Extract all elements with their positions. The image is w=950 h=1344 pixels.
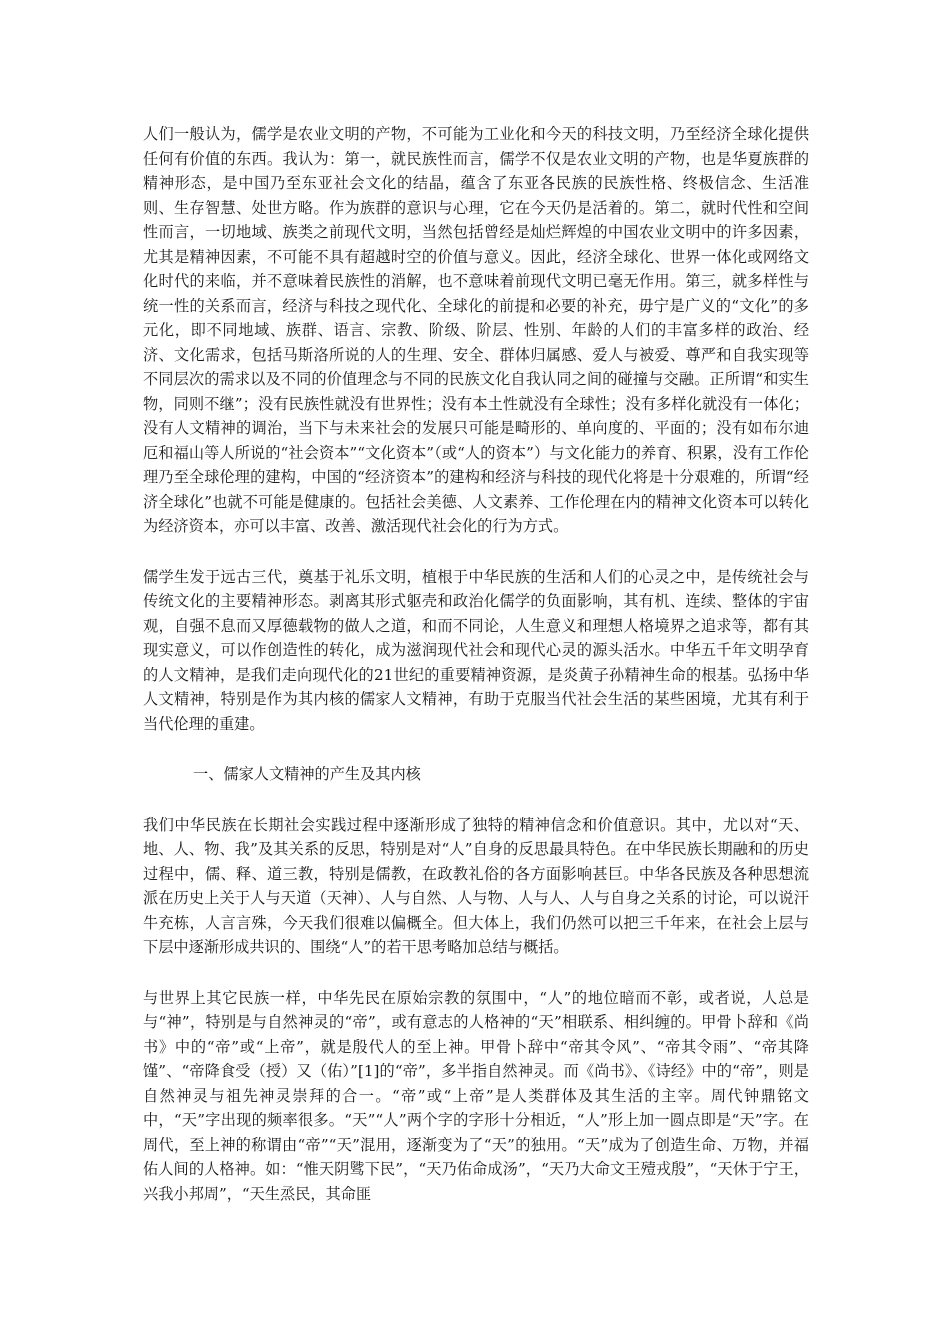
document-page xyxy=(143,122,809,1232)
paragraph-primitive-religion: 与世界上其它民族一样，中华先民在原始宗教的氛围中，“人”的地位暗而不彰，或者说，人总是与“神”，特别是与自然神灵的“帝”，或有意志的人格神的“天”相联系、相纠缠的。甲骨卜辞和《尚书》中的“帝”或“上帝”，就是殷代人的至上神。甲骨卜辞中“帝其令风”、“帝其令雨”、“帝其降馑”、“帝降食受（授）又（佑）”[1]的“帝”，多半指自然神灵。而《尚书》、《诗经》中的“帝”，则是自然神灵与祖先神灵崇拜的合一。“帝”或“上帝”是人类群体及其生活的主宰。周代钟鼎铭文中，“天”字出现的频率很多。“天”“人”两个字的字形十分相近，“人”形上加一圆点即是“天”字。在周代，至上神的称谓由“帝”“天”混用，逐渐变为了“天”的独用。“天”成为了创造生命、万物，并福佑人间的人格神。如：“惟天阴骘下民”，“天乃佑命成汤”，“天乃大命文王殪戎殷”，“天休于宁王，兴我小邦周”，“天生烝民，其命匪 xyxy=(143,988,809,1203)
paragraph-confucianism-origin: 儒学生发于远古三代，奠基于礼乐文明，植根于中华民族的生活和人们的心灵之中，是传统社会与传统文化的主要精神形态。剥离其形式躯壳和政治化儒学的负面影响，其有机、连续、整体的宇宙观，自强不息而又厚德载物的做人之道，和而不同论，人生意义和理想人格境界之追求等，都有其现实意义，可以作创造性的转化，成为滋润现代社会和现代心灵的源头活水。中华五千年文明孕育的人文精神，是我们走向现代化的21世纪的重要精神资源，是炎黄子孙精神生命的根基。弘扬中华人文精神，特别是作为其内核的儒家人文精神，有助于克服当代社会生活的某些困境，尤其有利于当代伦理的重建。 xyxy=(143,567,809,733)
paragraph-spirit: 我们中华民族在长期社会实践过程中逐渐形成了独特的精神信念和价值意识。其中，尤以对“天、地、人、物、我”及其关系的反思，特别是对“人”自身的反思最具特色。在中华民族长期融和的历史过程中，儒、释、道三教，特别是儒教，在政教礼俗的各方面影响甚巨。中华各民族及各种思想流派在历史上关于人与天道（天神）、人与自然、人与物、人与人、人与自身之关系的讨论，可以说汗牛充栋，人言言殊，今天我们很难以偏概全。但大体上，我们仍然可以把三千年来，在社会上层与下层中逐渐形成共识的、围绕“人”的若干思考略加总结与概括。 xyxy=(143,815,809,956)
paragraph-intro: 人们一般认为，儒学是农业文明的产物，不可能为工业化和今天的科技文明，乃至经济全球化提供任何有价值的东西。我认为：第一，就民族性而言，儒学不仅是农业文明的产物，也是华夏族群的精神形态，是中国乃至东亚社会文化的结晶，蕴含了东亚各民族的民族性格、终极信念、生活准则、生存智慧、处世方略。作为族群的意识与心理，它在今天仍是活着的。第二，就时代性和空间性而言，一切地域、族类之前现代文明，当然包括曾经是灿烂辉煌的中国农业文明中的许多因素，尤其是精神因素，不可能不具有超越时空的价值与意义。因此，经济全球化、世界一体化或网络文化时代的来临，并不意味着民族性的消解，也不意味着前现代文明已毫无作用。第三，就多样性与统一性的关系而言，经济与科技之现代化、全球化的前提和必要的补充，毋宁是广义的“文化”的多元化，即不同地域、族群、语言、宗教、阶级、阶层、性别、年龄的人们的丰富多样的政治、经济、文化需求，包括马斯洛所说的人的生理、安全、群体归属感、爱人与被爱、尊严和自我实现等不同层次的需求以及不同的价值理念与不同的民族文化自我认同之间的碰撞与交融。正所谓“和实生物，同则不继”；没有民族性就没有世界性；没有本土性就没有全球性；没有多样化就没有一体化；没有人文精神的调治，当下与未来社会的发展只可能是畸形的、单向度的、平面的；没有如布尔迪厄和福山等人所说的“社会资本”“文化资本”（或“人的资本”）与文化能力的养育、积累，没有工作伦理乃至全球伦理的建构，中国的“经济资本”的建构和经济与科技的现代化将是十分艰难的，所谓“经济全球化”也就不可能是健康的。包括社会美德、人文素养、工作伦理在内的精神文化资本可以转化为经济资本，亦可以丰富、改善、激活现代社会化的行为方式。 xyxy=(143,125,809,535)
section-heading: 一、儒家人文精神的产生及其内核 xyxy=(193,765,421,783)
